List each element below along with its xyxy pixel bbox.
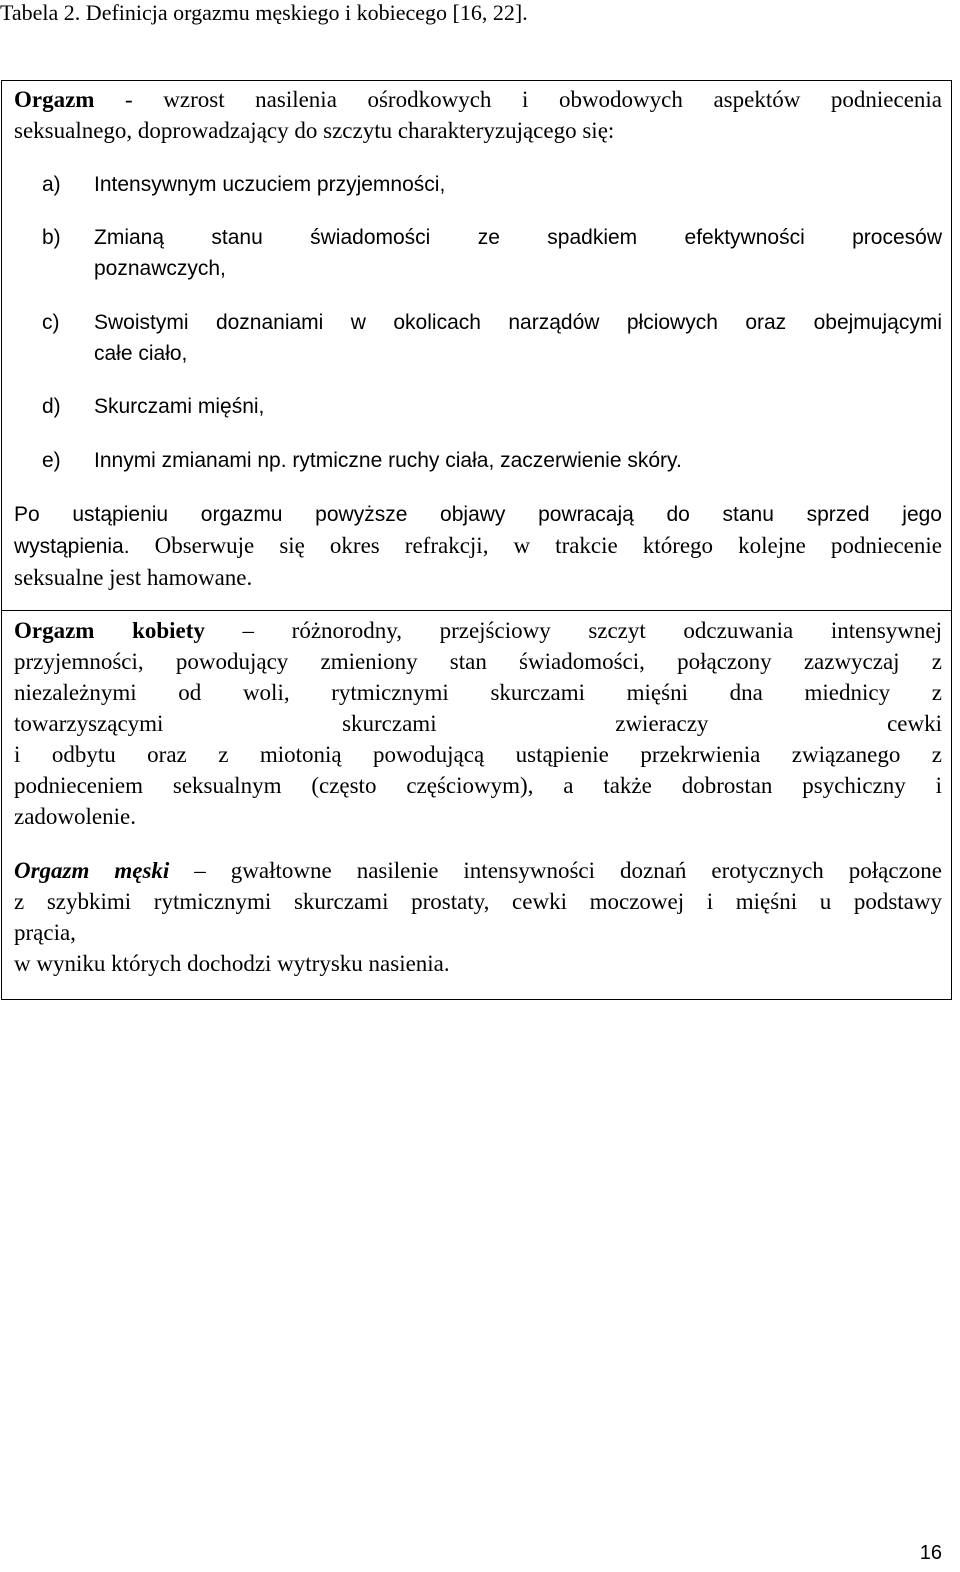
female-line-3: niezależnymi od woli, rytmicznymi skurczami mięśni dna miednicy z — [14, 680, 942, 705]
list-item-line: Zmianą stanu świadomości ze spadkiem efektywności procesów — [94, 226, 942, 249]
female-line-2: przyjemności, powodujący zmieniony stan świadomości, połączony zazwyczaj z — [14, 649, 942, 674]
male-line-1-text: – gwałtowne nasilenie intensywności doznań erotycznych połączone — [169, 858, 942, 883]
list-item-continuation: poznawczych, — [94, 257, 226, 280]
male-line-1 — [14, 855, 942, 886]
intro-line-2: seksualnego, doprowadzający do szczytu charakteryzującego się: — [14, 118, 615, 143]
female-orgasm-definition — [14, 615, 942, 832]
term-orgazm-meski: Orgazm męski — [14, 858, 170, 883]
table-cell-orgasm-general — [2, 81, 951, 611]
list-item-text: Innymi zmianami np. rytmiczne ruchy ciała, zaczerwienie skóry. — [94, 449, 682, 472]
female-line-5: i odbytu oraz z miotonią powodującą ustąpienie przekrwienia związanego z — [14, 742, 942, 767]
female-line-7: zadowolenie. — [14, 804, 136, 829]
list-marker: c) — [42, 311, 60, 334]
post-orgasm-line-2 — [14, 530, 942, 562]
list-item — [42, 222, 942, 284]
list-item — [42, 445, 942, 476]
term-orgazm: Orgazm — [14, 87, 95, 112]
intro-line-1-text: - wzrost nasilenia ośrodkowych i obwodowych aspektów podniecenia — [94, 87, 942, 112]
post-orgasm-paragraph — [14, 499, 942, 593]
list-item-continuation: całe ciało, — [94, 342, 188, 365]
male-line-3: prącia, — [14, 920, 76, 945]
post-orgasm-line-3: seksualne jest hamowane. — [14, 565, 253, 590]
orgasm-definition-intro — [14, 84, 942, 146]
definition-table — [1, 80, 952, 1000]
list-item-text — [94, 222, 942, 284]
list-marker: b) — [42, 226, 61, 249]
female-line-1 — [14, 615, 942, 646]
post-orgasm-line-2-text: Obserwuje się okres refrakcji, w trakcie którego kolejne podniecenie — [129, 533, 942, 558]
list-item — [42, 391, 942, 422]
female-line-6: podnieceniem seksualnym (często częściowym), a także dobrostan psychiczny i — [14, 773, 942, 798]
list-marker: a) — [42, 173, 61, 196]
list-item-text: Skurczami mięśni, — [94, 395, 265, 418]
list-marker: d) — [42, 395, 61, 418]
list-item-text: Intensywnym uczuciem przyjemności, — [94, 173, 446, 196]
male-line-4: w wyniku których dochodzi wytrysku nasienia. — [14, 951, 450, 976]
term-orgazm-kobiety: Orgazm kobiety — [14, 618, 205, 643]
male-line-2: z szybkimi rytmicznymi skurczami prostaty, cewki moczowej i mięśni u podstawy — [14, 889, 942, 914]
list-item — [42, 307, 942, 369]
list-item-line: Swoistymi doznaniami w okolicach narządów płciowych oraz obejmującymi — [94, 311, 942, 334]
post-orgasm-line-2-sans: wystąpienia. — [14, 535, 130, 558]
table-caption: Tabela 2. Definicja orgazmu męskiego i kobiecego [16, 22]. — [0, 0, 528, 25]
male-orgasm-definition — [14, 855, 942, 979]
list-item — [42, 169, 942, 200]
page-number: 16 — [919, 1542, 942, 1564]
female-line-4: towarzyszącymi skurczami zwieraczy cewki — [14, 711, 942, 736]
table-cell-orgasm-gender — [2, 611, 951, 999]
list-item-text — [94, 307, 942, 369]
intro-line-1 — [14, 84, 942, 115]
female-line-1-text: – różnorodny, przejściowy szczyt odczuwania intensywnej — [204, 618, 943, 643]
post-orgasm-line-1: Po ustąpieniu orgazmu powyższe objawy powracają do stanu sprzed jego — [14, 503, 942, 526]
list-marker: e) — [42, 449, 61, 472]
